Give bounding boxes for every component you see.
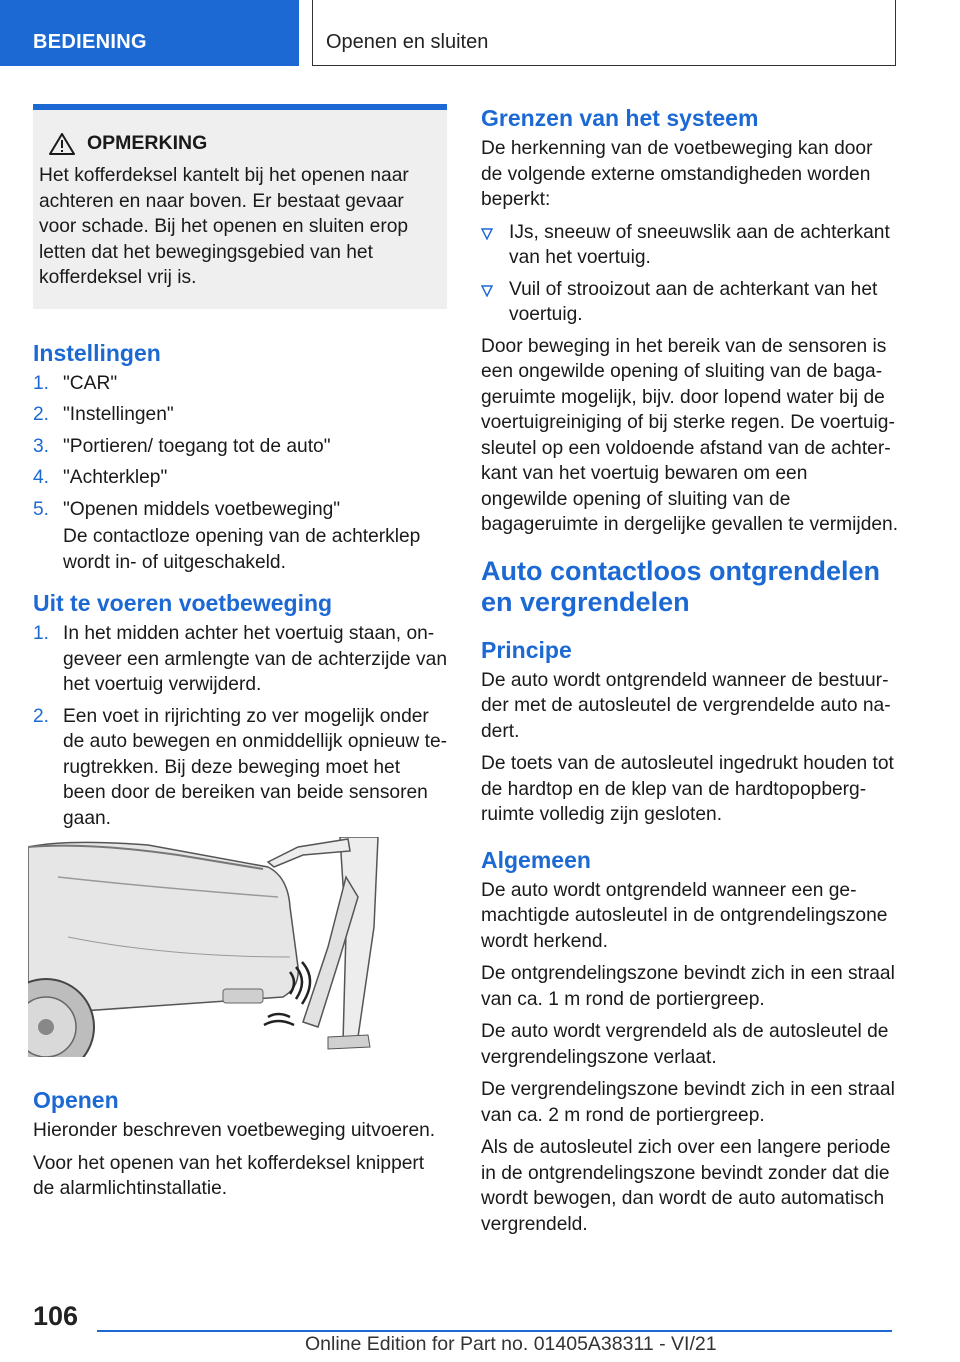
list-item-text: "Instellingen": [63, 404, 174, 425]
list-item: [33, 434, 447, 460]
list-item-text: IJs, sneeuw of sneeuwslik aan de achterkant van het voertuig.: [509, 221, 890, 268]
page-number: 106: [33, 1301, 79, 1331]
paragraph: De ontgrendelingszone bevindt zich in een straal van ca. 1 m rond de portiergreep.: [481, 963, 895, 1010]
triangle-bullet-icon: [481, 285, 493, 297]
list-number: 2.: [33, 404, 50, 425]
list-item-text: "Achterklep": [63, 467, 168, 488]
paragraph: De auto wordt vergrendeld als de autosleutel de vergrendelingszone verlaat.: [481, 1021, 889, 1068]
heading-openen: Openen: [33, 1087, 119, 1113]
list-item: [481, 220, 899, 271]
section-label: BEDIENING: [33, 31, 147, 53]
note-heading: [49, 132, 437, 155]
list-item-text: "CAR": [63, 372, 118, 394]
footer-rule: [97, 1330, 892, 1332]
list-number: 5.: [33, 498, 50, 520]
list-item-text: In het midden achter het voertuig staan, ongeveer een armlengte van de achterzijde van het voertuig verwijderd.: [63, 623, 447, 695]
list-item: [33, 497, 447, 523]
warning-icon: [49, 133, 75, 155]
note-heading-text: OPMERKING: [87, 132, 208, 154]
list-item-text: Vuil of strooizout aan de achterkant van het voertuig.: [509, 278, 878, 325]
heading-auto-contactloos: Auto contactloos ontgrendelen en vergrendelen: [481, 555, 881, 617]
left-column: [33, 104, 447, 839]
heading-grenzen: Grenzen van het systeem: [481, 105, 759, 131]
instellingen-list: [33, 371, 447, 576]
footer-edition: Online Edition for Part no. 01405A38311 - VI/21: [305, 1333, 717, 1355]
right-column: [481, 104, 899, 1244]
list-item: [33, 704, 447, 832]
triangle-bullet-icon: [481, 228, 493, 240]
list-item: [33, 465, 447, 491]
heading-instellingen: Instellingen: [33, 339, 161, 366]
foot-gesture-illustration: [28, 837, 383, 1057]
paragraph: Als de autosleutel zich over een langere periode in de ontgrendelingszone bevindt zonder dat die wordt bewogen, dan wordt de auto automatisch vergrendeld.: [481, 1137, 891, 1235]
page-title: Openen en sluiten: [326, 31, 489, 53]
list-number: 4.: [33, 467, 50, 488]
paragraph: Door beweging in het bereik van de sensoren is een ongewilde opening of sluiting van de bagageruimte mogelijk, bijv. door lopend water bij de voertuigreiniging of bij sterke regen. De voertuigsleutel op een voldoende afstand van de achterkant van het voertuig bewaren om een ongewilde opening of sluiting van de bagageruimte in dergelijke gevallen te vermijden.: [481, 335, 899, 535]
list-number: 2.: [33, 705, 50, 727]
list-subtext: De contactloze opening van de achterklep wordt in- of uitgeschakeld.: [63, 526, 421, 573]
grenzen-list: [481, 220, 899, 328]
paragraph: De vergrendelingszone bevindt zich in een straal van ca. 2 m rond de portiergreep.: [481, 1079, 895, 1126]
paragraph: Hieronder beschreven voetbeweging uitvoeren.: [33, 1120, 436, 1141]
openen-section: [33, 1086, 447, 1209]
note-text: Het kofferdeksel kantelt bij het openen naar achteren en naar boven. Er bestaat gevaar voor schade. Bij het openen en sluiten erop letten dat het bewegingsgebied van het kofferdeksel vrij is.: [39, 165, 409, 288]
list-item: [33, 621, 447, 698]
list-item-text: "Portieren/ toegang tot de auto": [63, 435, 331, 457]
heading-principe: Principe: [481, 636, 572, 663]
heading-voetbeweging: Uit te voeren voetbeweging: [33, 590, 333, 616]
list-item: [33, 402, 447, 428]
list-item-text: Een voet in rijrichting zo ver mogelijk onder de auto bewegen en onmiddellijk opnieuw terugtrekken. Bij deze beweging moet het been door de bereiken van beide sensoren gaan.: [63, 705, 448, 829]
paragraph: De toets van de autosleutel ingedrukt houden tot de hardtop en de klep van de hardtopopbergruimte volledig zijn gesloten.: [481, 753, 894, 825]
list-number: 1.: [33, 623, 50, 644]
note-box: [33, 104, 447, 309]
paragraph: De auto wordt ontgrendeld wanneer een gemachtigde autosleutel in de ontgrendelingszone wordt herkend.: [481, 879, 888, 952]
section-tab: [0, 0, 299, 66]
paragraph: De herkenning van de voetbeweging kan door de volgende externe omstandigheden worden beperkt:: [481, 138, 873, 210]
list-number: 3.: [33, 435, 50, 457]
list-item-text: "Openen middels voetbeweging": [63, 498, 341, 520]
paragraph: Voor het openen van het kofferdeksel knippert de alarmlichtinstallatie.: [33, 1152, 425, 1199]
paragraph: De auto wordt ontgrendeld wanneer de bestuurder met de autosleutel de vergrendelde auto nadert.: [481, 669, 891, 742]
list-item: [481, 277, 899, 328]
voetbeweging-list: [33, 621, 447, 831]
list-number: 1.: [33, 372, 50, 394]
list-item: [33, 371, 447, 397]
heading-algemeen: Algemeen: [481, 846, 591, 873]
